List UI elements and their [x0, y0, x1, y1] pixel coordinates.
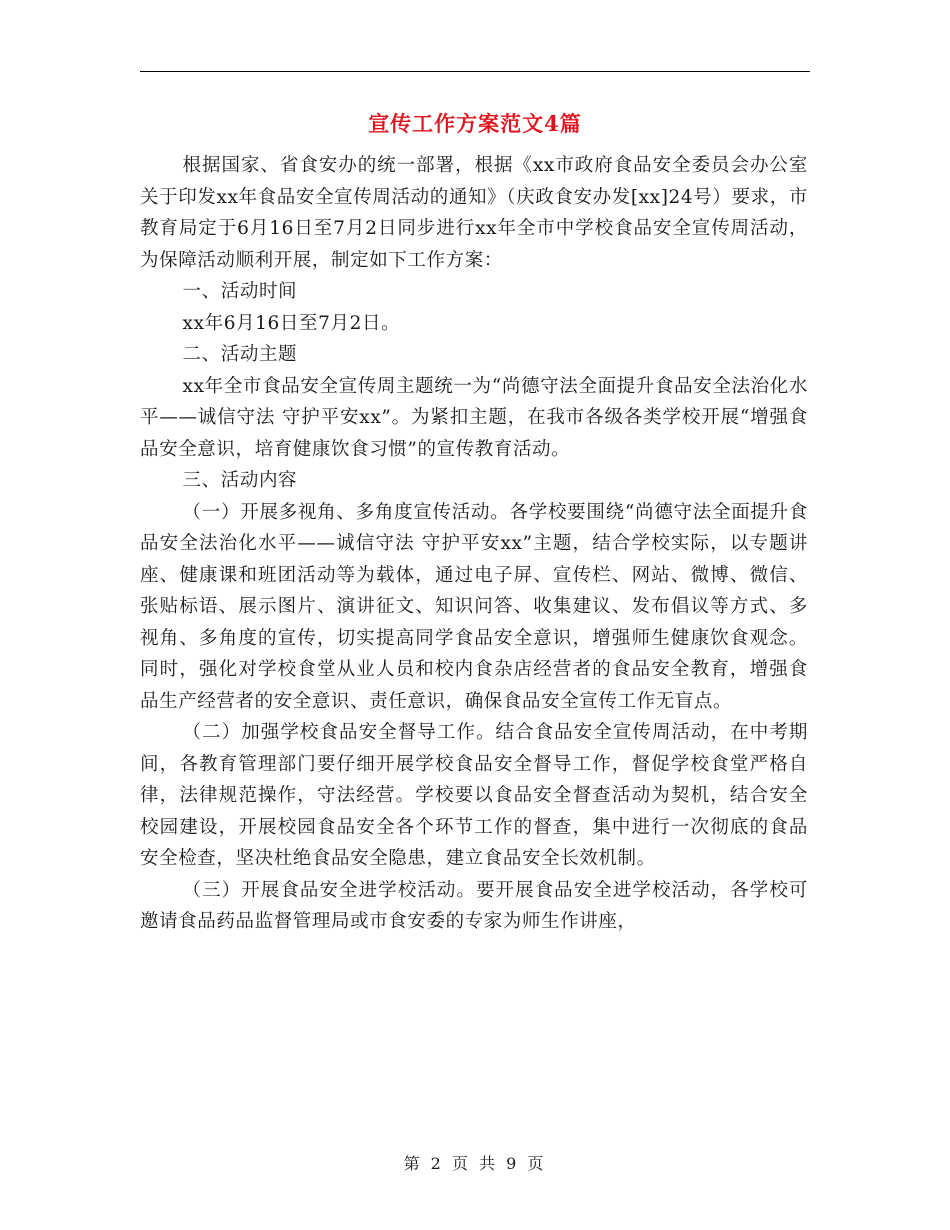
- document-body: [140, 150, 808, 938]
- paragraph-content-2: （二）加强学校食品安全督导工作。结合食品安全宣传周活动，在中考期间，各教育管理部门要仔细开展学校食品安全督导工作，督促学校食堂严格自律，法律规范操作，守法经营。学校要以食品安全督查活动为契机，结合安全校园建设，开展校园食品安全各个环节工作的督查，集中进行一次彻底的食品安全检查，坚决杜绝食品安全隐患，建立食品安全长效机制。: [140, 722, 808, 869]
- section-heading-activity-time: 一、活动时间: [182, 281, 298, 302]
- document-title: 宣传工作方案范文4篇: [368, 111, 582, 136]
- header-rule: [140, 71, 810, 72]
- section-heading-activity-theme: 二、活动主题: [182, 344, 298, 365]
- paragraph-intro: 根据国家、省食安办的统一部署，根据《xx市政府食品安全委员会办公室关于印发xx年食品安全宣传周活动的通知》（庆政食安办发[xx]24号）要求，市教育局定于6月16日至7月2日同步进行xx年全市中学校食品安全宣传周活动，为保障活动顺利开展，制定如下工作方案：: [140, 155, 808, 271]
- page-number-footer: 第 2 页 共 9 页: [403, 1154, 547, 1173]
- paragraph-content-1: （一）开展多视角、多角度宣传活动。各学校要围绕“尚德守法全面提升食品安全法治化水平——诚信守法 守护平安xx”主题，结合学校实际，以专题讲座、健康课和班团活动等为载体，通过电子屏、宣传栏、网站、微博、微信、张贴标语、展示图片、演讲征文、知识问答、收集建议、发布倡议等方式、多视角、多角度的宣传，切实提高同学食品安全意识，增强师生健康饮食观念。同时，强化对学校食堂从业人员和校内食杂店经营者的食品安全教育，增强食品生产经营者的安全意识、责任意识，确保食品安全宣传工作无盲点。: [140, 501, 808, 712]
- paragraph-activity-time: xx年6月16日至7月2日。: [182, 312, 401, 334]
- paragraph-activity-theme: xx年全市食品安全宣传周主题统一为“尚德守法全面提升食品安全法治化水平——诚信守法 守护平安xx”。为紧扣主题，在我市各级各类学校开展“增强食品安全意识，培育健康饮食习惯”的宣传教育活动。: [140, 375, 808, 460]
- section-heading-activity-content: 三、活动内容: [182, 470, 298, 491]
- paragraph-content-3: （三）开展食品安全进学校活动。要开展食品安全进学校活动，各学校可邀请食品药品监督管理局或市食安委的专家为师生作讲座，: [140, 879, 808, 932]
